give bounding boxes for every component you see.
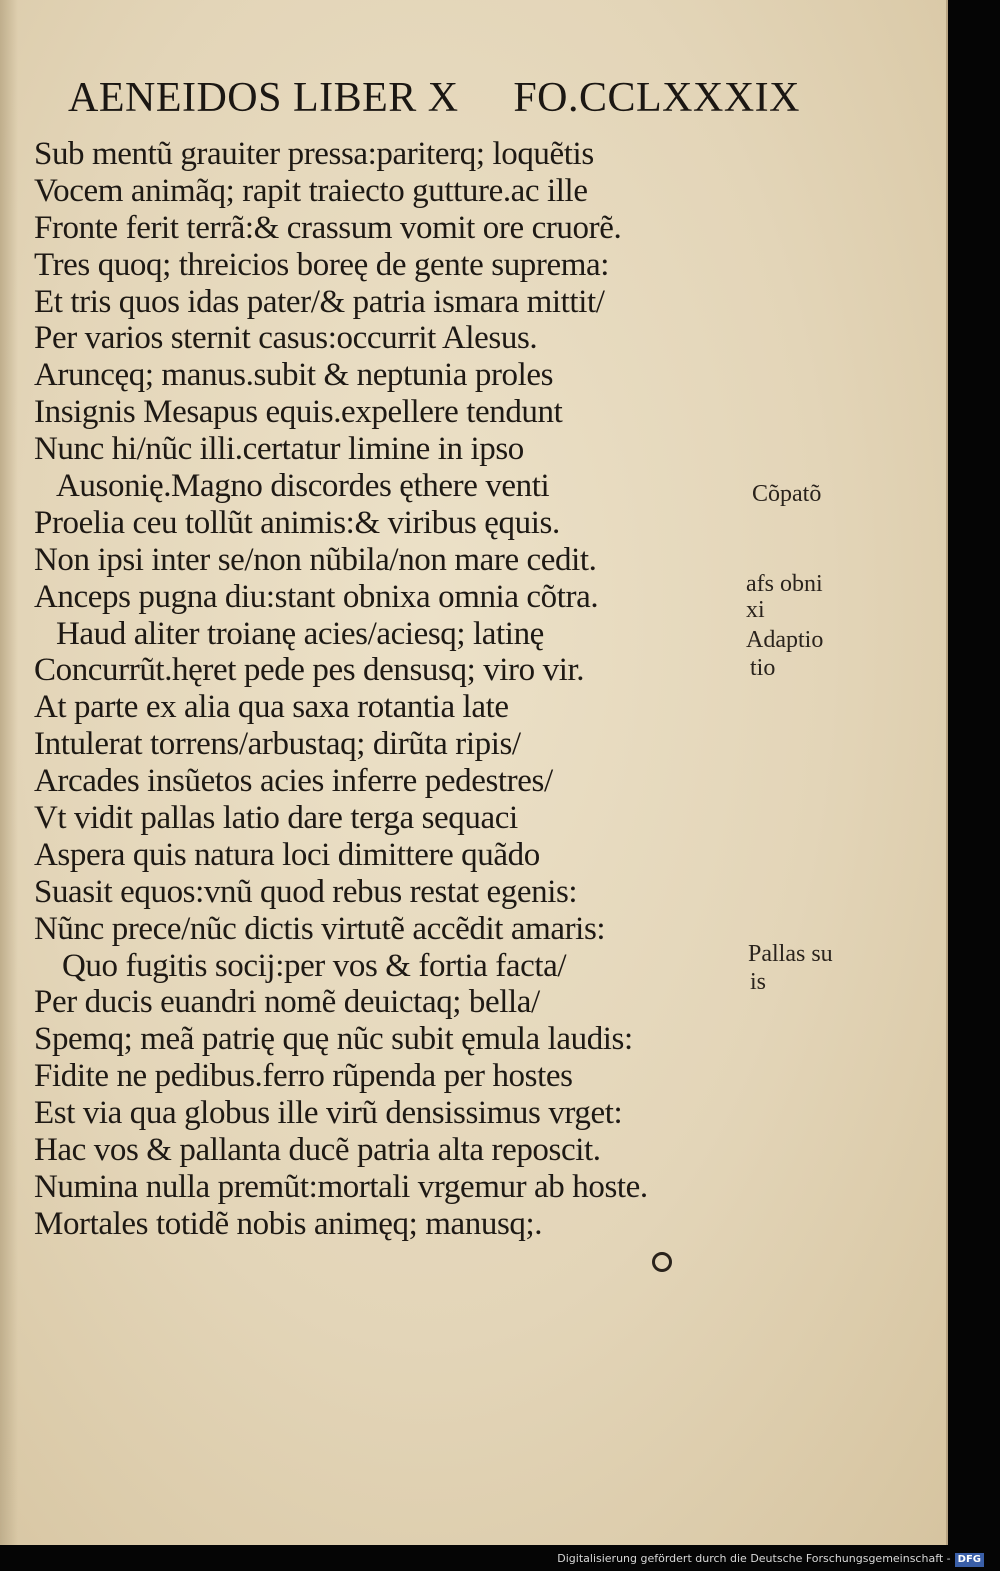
running-header bbox=[68, 76, 800, 120]
margin-gloss: is bbox=[750, 969, 767, 995]
digitization-credit bbox=[557, 1552, 984, 1567]
verse-line: Tres quoq; threicios boreę de gente suprema: bbox=[34, 246, 610, 283]
verse-line: Nunc hi/nũc illi.certatur limine in ipso bbox=[34, 431, 524, 468]
verse-line: Vt vidit pallas latio dare terga sequaci bbox=[34, 800, 518, 837]
verse-line: Concurrũt.hęret pede pes densusq; viro vir. bbox=[34, 652, 585, 689]
verse-line: Arcades insũetos acies inferre pedestres/ bbox=[34, 763, 553, 800]
verse-line: Fronte ferit terrã:& crassum vomit ore cruorẽ. bbox=[34, 209, 622, 246]
verse-text bbox=[34, 136, 754, 1243]
verse-line: Per varios sternit casus:occurrit Alesus. bbox=[34, 320, 538, 357]
margin-gloss: afs obni bbox=[746, 571, 823, 597]
verse-line: Fidite ne pedibus.ferro rũpenda per hostes bbox=[34, 1058, 573, 1095]
verse-line: Numina nulla premũt:mortali vrgemur ab hoste. bbox=[34, 1168, 648, 1205]
verse-line: Ausonię.Magno discordes ęthere venti bbox=[56, 468, 550, 505]
verse-line: Mortales totidẽ nobis animęq; manusq;. bbox=[34, 1205, 543, 1242]
verse-line: Et tris quos idas pater/& patria ismara mittit/ bbox=[34, 283, 605, 320]
running-title: AENEIDOS LIBER X bbox=[68, 75, 459, 121]
verse-line: Per ducis euandri nomẽ deuictaq; bella/ bbox=[34, 984, 540, 1021]
credit-text: Digitalisierung gefördert durch die Deutsche Forschungsgemeinschaft - bbox=[557, 1552, 951, 1565]
verse-line: Proelia ceu tollũt animis:& viribus ęquis. bbox=[34, 504, 560, 541]
margin-gloss: Pallas su bbox=[748, 941, 833, 967]
folio-number: FO.CCLXXXIX bbox=[513, 75, 800, 121]
verse-line: Haud aliter troianę acies/aciesq; latinę bbox=[56, 615, 544, 652]
verse-line: Sub mentũ grauiter pressa:pariterq; loquẽtis bbox=[34, 136, 594, 172]
verse-line: At parte ex alia qua saxa rotantia late bbox=[34, 689, 509, 726]
verse-line: Nũnc prece/nũc dictis virtutẽ accẽdit amaris: bbox=[34, 910, 606, 947]
margin-gloss: xi bbox=[746, 597, 765, 623]
verse-line: Anceps pugna diu:stant obnixa omnia cõtra. bbox=[34, 578, 599, 615]
margin-gloss: Cõpatõ bbox=[752, 481, 822, 507]
verse-line: Hac vos & pallanta ducẽ patria alta reposcit. bbox=[34, 1132, 601, 1169]
verse-line: Insignis Mesapus equis.expellere tendunt bbox=[34, 394, 563, 431]
signature-mark bbox=[652, 1252, 672, 1272]
margin-gloss: tio bbox=[750, 655, 776, 681]
verse-line: Intulerat torrens/arbustaq; dirũta ripis/ bbox=[34, 726, 521, 763]
verse-line: Quo fugitis socij:per vos & fortia facta/ bbox=[62, 947, 567, 984]
dfg-logo: DFG bbox=[955, 1553, 984, 1567]
verse-line: Aruncęq; manus.subit & neptunia proles bbox=[34, 357, 554, 394]
verse-line: Spemq; meã patrię quę nũc subit ęmula laudis: bbox=[34, 1021, 633, 1058]
verse-line: Non ipsi inter se/non nũbila/non mare cedit. bbox=[34, 541, 597, 578]
verse-line: Aspera quis natura loci dimittere quãdo bbox=[34, 836, 540, 873]
verse-line: Est via qua globus ille virũ densissimus vrget: bbox=[34, 1095, 623, 1132]
verse-line: Vocem animãq; rapit traiecto gutture.ac ille bbox=[34, 172, 588, 209]
margin-gloss: Adaptio bbox=[746, 627, 824, 653]
verse-line: Suasit equos:vnũ quod rebus restat egenis: bbox=[34, 873, 578, 910]
